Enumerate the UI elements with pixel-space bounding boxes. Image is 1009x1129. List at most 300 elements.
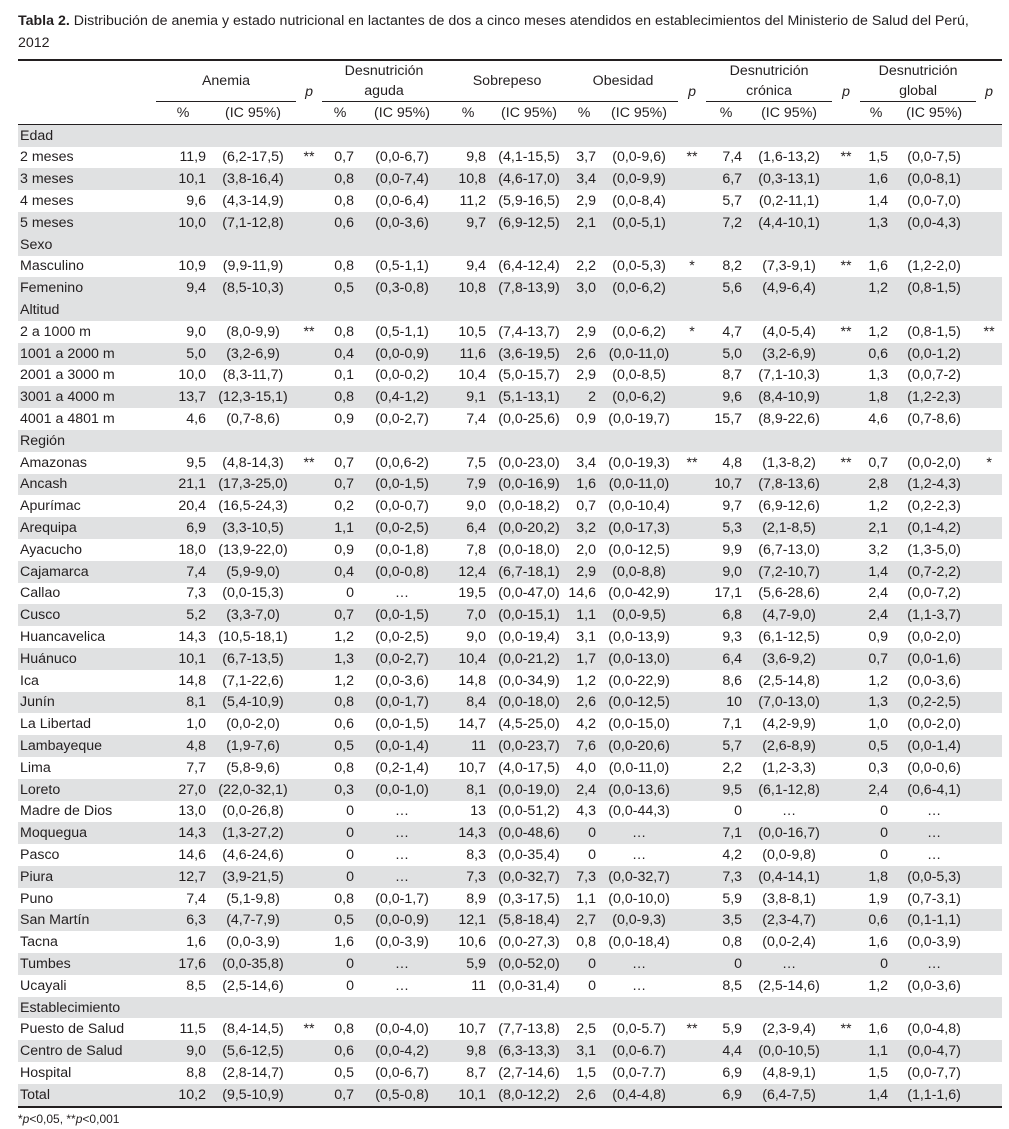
table-cell: 17,6	[156, 953, 210, 975]
table-cell	[832, 277, 860, 299]
table-cell: 7,3	[706, 866, 746, 888]
table-cell: (0,0-34,9)	[498, 672, 560, 689]
table-cell: 6,7	[706, 168, 746, 190]
table-cell: (0,0-2,0)	[226, 716, 280, 733]
table-cell: (0,0-1,5)	[375, 716, 429, 733]
table-cell: 7,7	[186, 759, 206, 776]
table-cell: 11	[471, 977, 487, 994]
table-cell: (16,5-24,3)	[218, 498, 288, 515]
table-cell: 0	[322, 822, 358, 844]
table-cell: (0,0-2,0)	[907, 716, 961, 733]
table-cell: 0,8	[576, 934, 597, 951]
table-cell: 4,8	[722, 454, 743, 471]
table-cell: (0,2-2,3)	[907, 498, 961, 515]
table-cell: (2,5-14,6)	[758, 977, 820, 994]
table-cell: (0,0-1,5)	[358, 604, 446, 626]
header-pct: %	[156, 102, 210, 125]
table-cell: (0,5-0,8)	[358, 1084, 446, 1107]
table-row	[18, 822, 1002, 844]
table-cell: …	[394, 846, 410, 863]
table-cell: (0,0-2,5)	[358, 517, 446, 539]
table-cell: 14,3	[178, 629, 206, 646]
table-cell: 0,8	[334, 1021, 355, 1038]
table-cell: 8,7	[722, 367, 743, 384]
table-cell	[832, 866, 860, 888]
table-cell: 2,9	[576, 323, 597, 340]
table-cell: 3,1	[568, 1040, 600, 1062]
table-cell: 21,1	[156, 474, 210, 496]
table-cell	[296, 692, 322, 714]
table-cell: (5,8-9,6)	[226, 759, 280, 776]
table-cell	[832, 757, 860, 779]
table-cell: (7,7-13,8)	[498, 1021, 560, 1038]
row-label: 5 meses	[18, 212, 156, 234]
table-cell: …	[892, 822, 976, 844]
row-label: Amazonas	[20, 454, 88, 471]
table-cell: 0,7	[322, 1084, 358, 1107]
header-desnutricion-cronica: Desnutrición crónica	[706, 60, 832, 102]
table-cell: (6,2-17,5)	[222, 149, 284, 166]
table-cell: 5,0	[706, 343, 746, 365]
table-cell: 0,6	[860, 343, 892, 365]
table-cell: 1,3	[860, 212, 892, 234]
table-cell: (0,0-8,5)	[612, 367, 666, 384]
table-cell: 1,2	[334, 629, 355, 646]
table-cell: 0	[880, 846, 889, 863]
table-cell: 1,6	[568, 474, 600, 496]
table-cell	[296, 757, 322, 779]
table-cell: 9,0	[156, 1040, 210, 1062]
table-cell: (0,0-6,7)	[375, 1064, 429, 1081]
table-cell	[296, 168, 322, 190]
table-cell: 12,4	[446, 561, 490, 583]
table-cell	[296, 256, 322, 278]
table-row	[18, 408, 1002, 430]
table-cell: (0,0-9,8)	[762, 846, 816, 863]
table-cell: 7,4	[466, 411, 487, 428]
table-cell: (0,0-6,2)	[612, 323, 666, 340]
table-cell: (6,9-12,5)	[490, 212, 568, 234]
table-cell: (0,0-42,9)	[608, 585, 670, 602]
table-cell: (0,2-1,4)	[375, 759, 429, 776]
table-cell: (12,3-15,1)	[210, 386, 296, 408]
table-cell	[832, 517, 860, 539]
table-cell: (13,9-22,0)	[218, 541, 288, 558]
table-cell: 11,5	[179, 1021, 206, 1038]
table-cell: 2,5	[576, 1021, 597, 1038]
table-cell: (0,0-8,1)	[892, 168, 976, 190]
table-cell: (0,0-11,0)	[600, 474, 678, 496]
table-cell: (0,3-0,8)	[358, 277, 446, 299]
table-cell: (3,6-19,5)	[490, 343, 568, 365]
table-cell	[296, 539, 322, 561]
row-label: Total	[18, 1084, 156, 1107]
table-row	[18, 1040, 1002, 1062]
table-row	[18, 365, 1002, 387]
table-cell: 8,2	[722, 258, 743, 275]
table-cell	[678, 931, 706, 953]
table-cell: 13,7	[156, 386, 210, 408]
table-cell	[678, 168, 706, 190]
table-cell: (0,0-10,5)	[746, 1040, 832, 1062]
table-cell	[976, 713, 1002, 735]
table-cell: (6,1-12,8)	[746, 779, 832, 801]
table-cell: (0,0-1,5)	[358, 474, 446, 496]
table-cell: 3,4	[568, 168, 600, 190]
table-cell: …	[600, 953, 678, 975]
table-cell: (3,8-8,1)	[762, 890, 816, 907]
table-cell: 1,8	[860, 866, 892, 888]
table-cell: 1,2	[860, 277, 892, 299]
table-row	[18, 866, 1002, 888]
row-label: Ayacucho	[20, 541, 83, 558]
table-cell: (0,3-17,5)	[498, 890, 560, 907]
table-cell: (0,0-5.7)	[612, 1021, 666, 1038]
table-cell: 4,7	[722, 323, 743, 340]
table-cell: 1,6	[334, 934, 355, 951]
table-cell: 1,2	[868, 323, 889, 340]
table-cell: 0	[588, 846, 597, 863]
table-cell: (8,3-11,7)	[222, 367, 284, 384]
table-cell: (0,0-23,7)	[490, 735, 568, 757]
row-label: Tacna	[20, 934, 58, 951]
table-cell: 8,5	[186, 977, 206, 994]
table-cell	[832, 822, 860, 844]
table-cell: 14,3	[446, 822, 490, 844]
table-cell	[678, 1062, 706, 1084]
table-cell: (0,0-3,9)	[907, 934, 961, 951]
table-cell: 0,5	[322, 909, 358, 931]
table-cell: (0,0-52,0)	[490, 953, 568, 975]
table-cell	[678, 866, 706, 888]
table-cell: **	[686, 149, 698, 166]
table-cell: (5,6-28,6)	[758, 585, 820, 602]
table-cell	[832, 735, 860, 757]
table-cell: 1,6	[868, 1021, 889, 1038]
table-cell: 10,7	[458, 759, 487, 776]
table-cell: (0,0-20,6)	[600, 735, 678, 757]
table-cell: (0,0-0,8)	[358, 561, 446, 583]
header-pct: %	[568, 102, 600, 125]
table-cell	[678, 190, 706, 212]
table-cell: 13	[470, 803, 487, 820]
header-desnutricion-global: Desnutrición global	[860, 60, 976, 102]
table-row	[18, 735, 1002, 757]
table-cell	[976, 626, 1002, 648]
row-label: Apurímac	[20, 498, 81, 515]
table-cell: (0,0-16,7)	[746, 822, 832, 844]
table-cell	[296, 517, 322, 539]
table-cell: *	[689, 258, 695, 275]
table-cell: (7,3-9,1)	[762, 258, 816, 275]
table-cell: (0,0-5,3)	[892, 866, 976, 888]
table-cell: (0,3-13,1)	[746, 168, 832, 190]
table-cell	[976, 888, 1002, 910]
table-cell: *	[689, 323, 695, 340]
table-cell	[296, 626, 322, 648]
table-cell: …	[600, 822, 678, 844]
table-cell: (6,4-7,5)	[746, 1084, 832, 1107]
table-cell	[832, 975, 860, 997]
row-label: San Martín	[18, 909, 156, 931]
table-cell: **	[686, 454, 698, 471]
table-cell: (1,1-3,7)	[892, 604, 976, 626]
table-row	[18, 256, 1002, 278]
table-cell: (0,0-32,7)	[600, 866, 678, 888]
table-cell: 12,1	[446, 909, 490, 931]
table-cell: **	[303, 149, 315, 166]
table-cell: 2,2	[722, 759, 743, 776]
table-cell: **	[840, 1021, 852, 1038]
table-cell: (0,0-20,2)	[490, 517, 568, 539]
section-row	[18, 299, 1002, 321]
table-cell: 3,4	[576, 454, 597, 471]
table-cell	[678, 583, 706, 605]
table-cell	[976, 212, 1002, 234]
table-cell: 17,1	[714, 585, 743, 602]
table-cell: (0,0-0,2)	[375, 367, 429, 384]
table-cell: (0,2-2,5)	[892, 692, 976, 714]
table-cell: (0,0-7,2)	[907, 585, 961, 602]
table-cell: (7,1-10,3)	[758, 367, 820, 384]
table-cell	[678, 801, 706, 823]
header-pct: %	[446, 102, 490, 125]
table-cell: (0,5-1,1)	[375, 258, 429, 275]
table-cell: 9,3	[722, 629, 743, 646]
table-cell: (0,0-4,2)	[358, 1040, 446, 1062]
table-cell: (0,0-13,0)	[600, 648, 678, 670]
table-row	[18, 692, 1002, 714]
table-cell: 0,8	[334, 759, 355, 776]
table-cell: 1,6	[860, 168, 892, 190]
table-cell	[678, 1084, 706, 1107]
table-cell: (0,5-1,1)	[375, 323, 429, 340]
table-cell: 5,7	[722, 193, 743, 210]
table-cell	[832, 583, 860, 605]
table-cell: 2,4	[568, 779, 600, 801]
header-pct: %	[860, 102, 892, 125]
table-cell: 9,4	[466, 258, 487, 275]
table-row	[18, 474, 1002, 496]
table-cell: …	[926, 803, 942, 820]
table-cell	[832, 386, 860, 408]
row-label: Arequipa	[18, 517, 156, 539]
table-cell: 7,4	[722, 149, 743, 166]
table-cell: 1,4	[860, 1084, 892, 1107]
header-p: p	[296, 60, 322, 102]
table-row	[18, 626, 1002, 648]
row-label: Cajamarca	[18, 561, 156, 583]
table-cell	[296, 844, 322, 866]
table-cell: 10,6	[458, 934, 487, 951]
table-cell	[296, 713, 322, 735]
table-cell: (0,0-3,9)	[375, 934, 429, 951]
table-cell	[678, 779, 706, 801]
table-cell: (0,0-9,9)	[600, 168, 678, 190]
table-cell: (0,0-9,3)	[600, 909, 678, 931]
table-cell: 4,4	[706, 1040, 746, 1062]
table-cell	[296, 408, 322, 430]
table-row	[18, 168, 1002, 190]
table-cell: (0,0-21,2)	[490, 648, 568, 670]
table-cell: (0,0-2,0)	[907, 629, 961, 646]
table-cell: 0,5	[334, 1064, 355, 1081]
table-cell: …	[394, 585, 410, 602]
table-cell: 9,4	[156, 277, 210, 299]
table-cell: (1,3-5,0)	[907, 541, 961, 558]
table-cell: (2,5-14,8)	[758, 672, 820, 689]
row-label: 4001 a 4801 m	[20, 411, 115, 428]
table-cell: (0,0-6,4)	[375, 193, 429, 210]
table-cell: 8,1	[446, 779, 490, 801]
table-cell: **	[303, 323, 315, 340]
table-cell: 1,0	[868, 716, 889, 733]
table-cell: 2,9	[576, 367, 597, 384]
table-row	[18, 517, 1002, 539]
table-cell	[832, 561, 860, 583]
table-row	[18, 147, 1002, 169]
table-cell	[832, 779, 860, 801]
table-cell: 1,8	[860, 386, 892, 408]
table-cell: 0	[568, 822, 600, 844]
table-cell	[832, 343, 860, 365]
header-pct: %	[706, 102, 746, 125]
table-cell: 10,0	[178, 367, 206, 384]
row-label: Moquegua	[18, 822, 156, 844]
table-row	[18, 583, 1002, 605]
table-cell: (0,0-2,5)	[375, 629, 429, 646]
table-cell: (2,5-14,6)	[222, 977, 284, 994]
table-row	[18, 888, 1002, 910]
table-row	[18, 277, 1002, 299]
table-cell: 5,0	[156, 343, 210, 365]
table-row	[18, 931, 1002, 953]
table-row	[18, 779, 1002, 801]
table-cell: 0,8	[334, 258, 355, 275]
table-cell: …	[358, 866, 446, 888]
table-cell: 0,8	[722, 934, 743, 951]
table-cell: 2,0	[576, 541, 597, 558]
table-cell	[976, 604, 1002, 626]
table-cell: 0,1	[334, 367, 355, 384]
table-cell: 0	[734, 803, 743, 820]
row-label: Huánuco	[18, 648, 156, 670]
row-label: Lima	[20, 759, 51, 776]
table-cell: (0,0-19,0)	[490, 779, 568, 801]
table-cell	[678, 495, 706, 517]
table-cell	[678, 517, 706, 539]
table-row	[18, 539, 1002, 561]
row-label: Cusco	[18, 604, 156, 626]
table-cell: (1,2-2,3)	[892, 386, 976, 408]
table-cell: 0,4	[322, 561, 358, 583]
header-ic: (IC 95%)	[358, 102, 446, 125]
table-cell: (0,0-12,5)	[600, 692, 678, 714]
table-cell: (0,0-18,0)	[490, 692, 568, 714]
table-cell: 2,4	[860, 779, 892, 801]
table-cell: 9,0	[706, 561, 746, 583]
table-cell: 8,8	[186, 1064, 206, 1081]
table-cell: 10,1	[156, 168, 210, 190]
table-cell	[976, 757, 1002, 779]
table-cell: 7,6	[568, 735, 600, 757]
table-cell: 7,3	[568, 866, 600, 888]
table-cell: …	[358, 822, 446, 844]
table-cell	[296, 931, 322, 953]
table-cell	[678, 343, 706, 365]
row-label: Huancavelica	[20, 629, 106, 646]
table-cell: (0,0-32,7)	[490, 866, 568, 888]
table-cell	[832, 168, 860, 190]
table-cell: (9,5-10,9)	[210, 1084, 296, 1107]
table-cell: (0,0-1,2)	[892, 343, 976, 365]
table-cell: (0,0,7-2)	[907, 367, 961, 384]
table-cell: (10,5-18,1)	[218, 629, 288, 646]
table-row	[18, 386, 1002, 408]
table-cell: **	[303, 1021, 315, 1038]
table-cell: (0,8-1,5)	[907, 323, 961, 340]
table-cell: (0,0-7.7)	[612, 1064, 666, 1081]
table-cell: **	[686, 1021, 698, 1038]
caption-label: Tabla 2.	[18, 13, 70, 29]
table-cell	[296, 648, 322, 670]
table-cell	[832, 909, 860, 931]
table-cell: 1,3	[868, 367, 889, 384]
header-ic: (IC 95%)	[892, 102, 976, 125]
table-cell: (0,0-7,0)	[907, 193, 961, 210]
table-cell	[296, 561, 322, 583]
table-cell: (7,2-10,7)	[746, 561, 832, 583]
table-cell: 10,5	[458, 323, 487, 340]
table-cell: **	[303, 454, 315, 471]
table-cell: 7,9	[446, 474, 490, 496]
table-cell: (0,4-14,1)	[746, 866, 832, 888]
table-cell: (0,0-3,6)	[358, 212, 446, 234]
row-label: 2001 a 3000 m	[20, 367, 115, 384]
table-cell: …	[631, 977, 647, 994]
table-cell: 9,0	[466, 498, 487, 515]
row-label: 4 meses	[20, 193, 74, 210]
table-row	[18, 604, 1002, 626]
table-cell: (0,0-10,4)	[608, 498, 670, 515]
total-row	[18, 1084, 1002, 1107]
header-p: p	[678, 60, 706, 102]
table-cell: (3,2-6,9)	[746, 343, 832, 365]
table-cell: (0,7-8,6)	[907, 411, 961, 428]
table-cell: 8,1	[156, 692, 210, 714]
table-cell	[976, 408, 1002, 430]
table-cell: 9,0	[466, 629, 487, 646]
header-row-1	[18, 60, 1002, 102]
table-cell: 0,6	[860, 909, 892, 931]
table-cell: 9,7	[446, 212, 490, 234]
table-cell: (0,0-10,0)	[608, 890, 670, 907]
table-cell: (0,0-7,4)	[358, 168, 446, 190]
table-cell: 6,4	[706, 648, 746, 670]
table-cell: 0	[860, 822, 892, 844]
table-cell	[976, 975, 1002, 997]
table-cell: 10,4	[446, 648, 490, 670]
table-row	[18, 801, 1002, 823]
table-cell: 1,5	[868, 149, 889, 166]
table-row	[18, 452, 1002, 474]
table-cell	[832, 953, 860, 975]
table-cell: 3,1	[576, 629, 597, 646]
table-cell: (0,0-7,5)	[907, 149, 961, 166]
table-cell: (0,0-25,6)	[498, 411, 560, 428]
table-cell: 0	[588, 977, 597, 994]
table-cell: (1,2-2,0)	[907, 258, 961, 275]
